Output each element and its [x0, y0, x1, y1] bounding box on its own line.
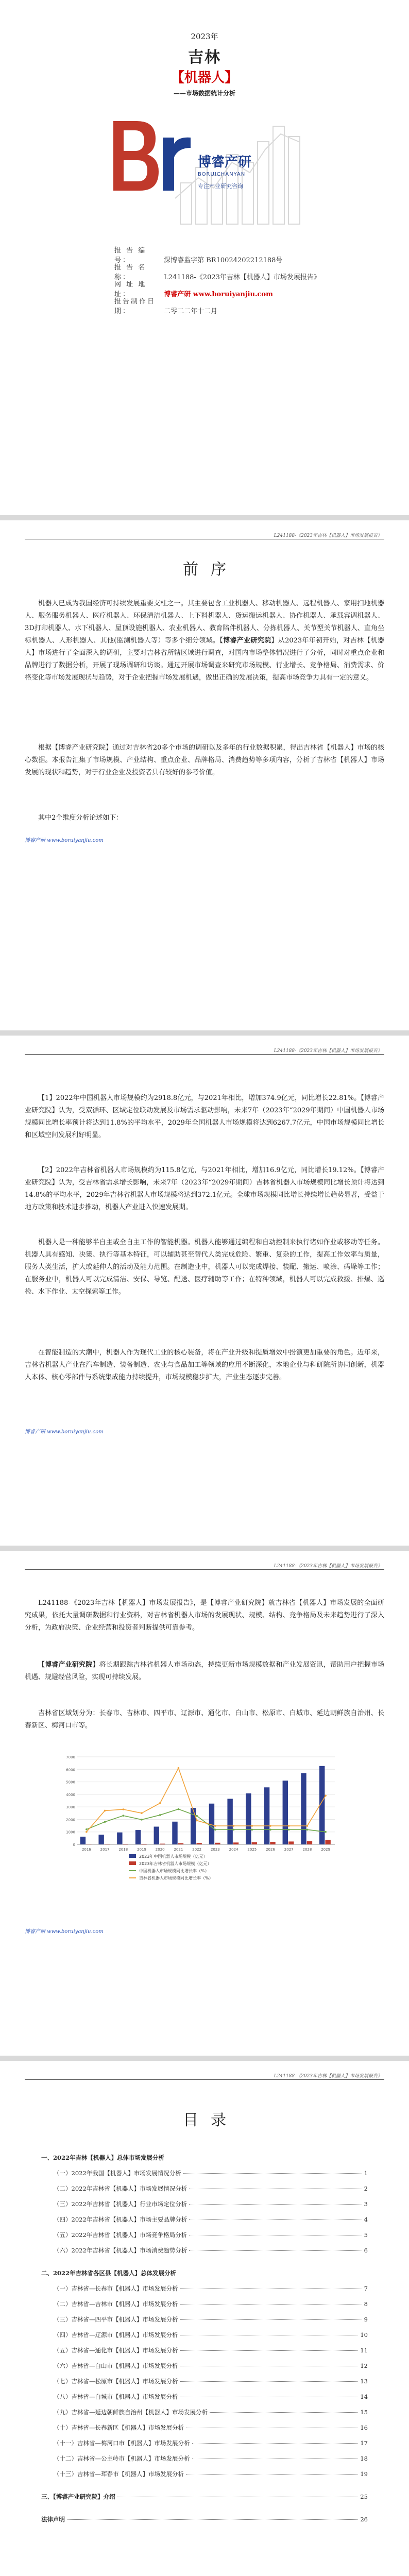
logo-pinyin: BORUICHANYAN: [198, 172, 246, 177]
page3-paragraph-1: L241188-《2023年吉林【机器人】市场发展报告》，是【博睿产业研究院】就吉林省【机器人】市场发展的全面研究成果，依托大量调研数据和行业资料，对吉林省机器人市场的发展现状、规模、结构、竞争格局及未来趋势进行了深入分析，为政府决策、企业经营和投资者判断提供可靠参考。: [25, 1599, 384, 1632]
y-tick-label: 2000: [66, 1818, 75, 1822]
growth-point: [196, 1815, 198, 1817]
preface-title: 前序: [183, 561, 238, 579]
growth-point: [325, 1794, 327, 1797]
toc-entry[interactable]: [54, 2362, 368, 2370]
toc-entry-text: （二）2022年吉林省【机器人】市场发展情况分析: [54, 2185, 188, 2192]
toc-entry-text: （十三）吉林省—珲春市【机器人】市场发展分析: [54, 2470, 184, 2478]
toc-entry[interactable]: [54, 2346, 368, 2354]
website-link[interactable]: 博睿产研 www.boruiyanjiu.com: [164, 291, 273, 298]
toc-entry-page: 19: [360, 2470, 368, 2478]
toc-entry[interactable]: [54, 2169, 368, 2177]
page-separator: [0, 515, 409, 520]
legend-swatch: [129, 1861, 136, 1865]
x-tick-label: 2029: [321, 1848, 331, 1852]
y-tick-label: 5000: [66, 1780, 75, 1785]
page-brand-footer[interactable]: 博睿产研 www.boruiyanjiu.com: [25, 1429, 104, 1435]
bar-china: [227, 1799, 232, 1844]
toc-entry-text: 法律声明: [41, 2516, 65, 2523]
toc-entry[interactable]: [54, 2439, 368, 2447]
field-value: 深博睿监字第 BR10024202212188号: [164, 257, 283, 264]
toc-leader-dots: [210, 2412, 358, 2413]
toc-entry-page: 8: [364, 2300, 368, 2308]
toc-entry[interactable]: [41, 2493, 368, 2501]
toc-leader-dots: [183, 2173, 362, 2174]
toc-entry-page: 17: [360, 2439, 368, 2447]
x-tick-label: 2026: [266, 1848, 275, 1852]
x-tick-label: 2017: [100, 1848, 110, 1852]
growth-point: [306, 1825, 309, 1827]
growth-point: [122, 1815, 124, 1817]
toc-entry[interactable]: [54, 2377, 368, 2385]
toc-entry[interactable]: [54, 2424, 368, 2432]
toc-entry-text: （八）吉林省—白城市【机器人】市场发展分析: [54, 2393, 178, 2400]
growth-point: [288, 1829, 290, 1831]
header-rule: [25, 1569, 384, 1570]
body-paragraph-1: 【1】2022年中国机器人市场规模约为2918.8亿元，与2021年相比，增加374.9亿元，同比增长22.81%。【博睿产业研究院】认为，受双循环、区域定位联动发展及市场需求驱动影响，未来7年（2023年“2029年期间）中国机器人市场规模同比增长率预计将达到11.8%的平均水平，2029年全国机器人市场规模将达到6267.7亿元，中国市场规模同比增长和区域空间发展利好明显。: [25, 1094, 384, 1139]
growth-point: [159, 1802, 161, 1804]
growth-point: [233, 1829, 235, 1831]
field-label: 报告制作日期：: [114, 298, 156, 315]
toc-entry[interactable]: [54, 2246, 368, 2255]
bar-jilin: [252, 1842, 257, 1844]
preface-page: [0, 520, 409, 1030]
toc-entry-text: （六）2022年吉林省【机器人】市场消费趋势分析: [54, 2247, 188, 2254]
toc-leader-dots: [180, 2319, 362, 2320]
page-header: L241188-《2023年吉林【机器人】市场发展报告》: [274, 1564, 382, 1569]
toc-leader-dots: [67, 2519, 358, 2520]
bar-jilin: [233, 1842, 238, 1844]
page-separator: [0, 1546, 409, 1551]
toc-entry-page: 9: [364, 2316, 368, 2323]
x-tick-label: 2027: [284, 1848, 294, 1852]
growth-point: [159, 1814, 161, 1816]
toc-leader-dots: [180, 2350, 359, 2351]
cover-logo-graphic: [103, 106, 306, 229]
toc-entry-page: 25: [360, 2493, 368, 2500]
toc-entry[interactable]: [41, 2269, 368, 2277]
growth-point: [306, 1829, 309, 1831]
bar-jilin: [325, 1840, 330, 1844]
growth-point: [214, 1825, 216, 1827]
toc-entry-text: 二、2022年吉林省各区县【机器人】总体发展分析: [41, 2269, 177, 2277]
legend-label: 中国机器人市场规模同比增长率（%）: [139, 1869, 209, 1873]
toc-leader-dots: [189, 2250, 362, 2251]
bar-jilin: [215, 1843, 220, 1844]
toc-entry-text: （一）2022年我国【机器人】市场发展情况分析: [54, 2170, 181, 2177]
toc-entry-page: 15: [360, 2409, 368, 2416]
page3-paragraph-2: 【博睿产业研究院】将长期跟踪吉林省机器人市场动态，持续更新市场规模数据和产业发展资讯，帮助用户把握市场机遇、规避经营风险，实现可持续发展。: [25, 1661, 384, 1681]
toc-entry-page: 16: [360, 2424, 368, 2431]
field-value: L241188-《2023年吉林【机器人】市场发展报告》: [164, 274, 320, 281]
preface-paragraph-2: 根据【博睿产业研究院】通过对吉林省20多个市场的调研以及多年的行业数据积累，得出吉林省【机器人】市场的核心数据。本报告汇集了市场规模、产业结构、重点企业、品牌格局、消费趋势等多项内容，分析了吉林省【机器人】市场发展的现状和趋势，对于行业企业及投资者具有较好的参考价值。: [25, 744, 384, 776]
growth-point: [288, 1825, 290, 1827]
legend-label: 2023年中国机器人市场规模（亿元）: [139, 1854, 208, 1859]
growth-point: [178, 1808, 180, 1810]
field-value: 二零二二年十二月: [164, 308, 218, 315]
page-brand-footer[interactable]: 博睿产研 www.boruiyanjiu.com: [25, 1929, 104, 1935]
page-header: L241188-《2023年吉林【机器人】市场发展报告》: [274, 2074, 382, 2079]
growth-point: [178, 1767, 180, 1769]
growth-line-china: [87, 1809, 326, 1832]
toc-entry[interactable]: [54, 2284, 368, 2293]
growth-point: [104, 1821, 106, 1823]
body-paragraph-2: 【2】2022年吉林省机器人市场规模约为115.8亿元，与2021年相比，增加16.9亿元，同比增长19.12%。【博睿产业研究院】认为，受吉林省需求增长影响，未来7年（2023年“2029年期间）吉林省机器人市场规模同比增长预计将达到14.8%的平均水平，2029年吉林省机器人市场规模将达到372.1亿元。全球市场规模同比增长持续增长趋势显著，受益于地方政策和技术进步推动，机器人产业进入快速发展期。: [25, 1166, 384, 1211]
cover-field-date: [114, 296, 217, 315]
cover-province: 吉林: [188, 48, 221, 66]
toc-title: 目录: [183, 2111, 238, 2129]
bar-china: [191, 1808, 196, 1844]
toc-entry-page: 26: [360, 2516, 368, 2523]
x-tick-label: 2016: [81, 1848, 91, 1852]
body-page: [0, 1036, 409, 1546]
preface-paragraph-3: 其中2个维度分析论述如下：: [38, 814, 123, 822]
y-tick-label: 7000: [66, 1755, 75, 1759]
x-tick-label: 2021: [174, 1848, 183, 1852]
bar-jilin: [288, 1841, 294, 1844]
toc-entry-page: 1: [364, 2170, 368, 2177]
toc-entry[interactable]: [54, 2393, 368, 2401]
y-tick-label: 0: [73, 1843, 75, 1847]
growth-point: [86, 1831, 88, 1833]
legend-swatch: [129, 1854, 136, 1858]
page3-paragraph-3: 吉林省区域划分为：长春市、吉林市、四平市、辽源市、通化市、白山市、松原市、白城市、延边朝鲜族自治州、长春新区、梅河口市等。: [25, 1709, 384, 1730]
toc-entry-text: （五）2022年吉林省【机器人】市场竞争格局分析: [54, 2231, 188, 2239]
toc-entry[interactable]: [41, 2154, 368, 2162]
bar-china: [264, 1787, 269, 1844]
growth-point: [233, 1825, 235, 1827]
growth-point: [86, 1828, 88, 1831]
toc-entry-page: 11: [360, 2347, 368, 2354]
body-paragraph-3: 机器人是一种能够半自主或全自主工作的智能机器。机器人能够通过编程和自动控制来执行诸如作业或移动等任务。机器人具有感知、决策、执行等基本特征，可以辅助甚至替代人类完成危险、繁重、复杂的工作，提高工作效率与质量，服务人类生活，扩大或延伸人的活动及能力范围。在制造业中，机器人可以完成焊接、装配、搬运、喷涂、码垛等工作；在服务业中，机器人可以完成清洁、安保、导览、配送、医疗辅助等工作；在特种领域，机器人可以完成救援、排爆、巡检、水下作业、太空探索等工作。: [25, 1239, 384, 1296]
bar-china: [154, 1827, 159, 1844]
y-tick-label: 1000: [66, 1830, 75, 1835]
toc-leader-dots: [192, 2443, 359, 2444]
legend-label: 吉林省机器人市场规模同比增长率（%）: [139, 1876, 213, 1880]
market-size-chart: [57, 1752, 352, 1901]
chart-page: [0, 1551, 409, 2056]
growth-point: [251, 1825, 253, 1827]
field-label: 报 告 编 号：: [114, 247, 147, 264]
toc-entry-page: 6: [364, 2247, 368, 2254]
toc-page: [0, 2061, 409, 2576]
bar-jilin: [178, 1843, 183, 1844]
growth-point: [214, 1829, 216, 1831]
x-tick-label: 2018: [118, 1848, 128, 1852]
field-label: 网 址 地 址：: [114, 281, 147, 298]
page-header: L241188-《2023年吉林【机器人】市场发展报告》: [274, 1048, 382, 1054]
toc-entry-page: 12: [360, 2362, 368, 2369]
page-header: L241188-《2023年吉林【机器人】市场发展报告》: [274, 533, 382, 538]
bar-jilin: [196, 1843, 201, 1844]
x-tick-label: 2025: [247, 1848, 257, 1852]
growth-point: [196, 1820, 198, 1822]
toc-entry[interactable]: [54, 2231, 368, 2239]
toc-entry-page: 7: [364, 2285, 368, 2292]
toc-entry[interactable]: [54, 2215, 368, 2224]
x-tick-label: 2019: [137, 1848, 146, 1852]
bar-china: [135, 1830, 141, 1844]
body-paragraph-4: 在智能制造的大潮中，机器人作为现代工业的核心装备，将在产业升级和提质增效中扮演更加重要的角色。近年来，吉林省机器人产业在汽车制造、装备制造、农业与食品加工等领域的应用不断深化，本地企业与科研院所协同创新，机器人本体、核心零部件与系统集成能力持续提升，市场规模稳步扩大，产业生态逐步完善。: [25, 1349, 384, 1381]
toc-leader-dots: [180, 2381, 359, 2382]
toc-entry-text: 三、【博睿产业研究院】介绍: [41, 2493, 115, 2500]
bar-china: [246, 1793, 251, 1844]
toc-entry-text: （六）吉林省—白山市【机器人】市场发展分析: [54, 2362, 178, 2369]
bar-china: [80, 1837, 86, 1844]
toc-entry[interactable]: [41, 2515, 368, 2523]
x-tick-label: 2028: [302, 1848, 312, 1852]
toc-entry[interactable]: [54, 2331, 368, 2339]
toc-entry-page: 5: [364, 2231, 368, 2239]
cover-topic: 【机器人】: [171, 70, 238, 86]
x-tick-label: 2022: [192, 1848, 202, 1852]
toc-entry-text: （一）吉林省—长春市【机器人】市场发展分析: [54, 2285, 178, 2292]
page-separator: [0, 1030, 409, 1036]
toc-entry-page: 18: [360, 2455, 368, 2462]
bar-china: [117, 1833, 122, 1844]
toc-entry-text: 一、2022年吉林【机器人】总体市场发展分析: [41, 2154, 165, 2161]
field-label: 报 告 名 称：: [114, 264, 147, 281]
toc-entry-page: 13: [360, 2378, 368, 2385]
legend-label: 2023年吉林省机器人市场规模（亿元）: [139, 1861, 212, 1866]
growth-point: [141, 1812, 143, 1814]
growth-point: [104, 1810, 106, 1812]
toc-leader-dots: [189, 2219, 362, 2220]
x-tick-label: 2023: [210, 1848, 220, 1852]
toc-entry-text: （七）吉林省—松原市【机器人】市场发展分析: [54, 2378, 178, 2385]
growth-point: [269, 1825, 271, 1827]
toc-entry-text: （十）吉林省—长春新区【机器人】市场发展分析: [54, 2424, 184, 2431]
toc-entry-text: （九）吉林省—延边朝鲜族自治州【机器人】市场发展分析: [54, 2409, 208, 2416]
toc-entry-text: （三）吉林省—四平市【机器人】市场发展分析: [54, 2316, 178, 2323]
growth-point: [251, 1829, 253, 1831]
bar-china: [98, 1835, 104, 1844]
growth-point: [122, 1808, 124, 1810]
toc-entry[interactable]: [54, 2184, 368, 2193]
toc-leader-dots: [189, 2204, 362, 2205]
cover-page: [0, 0, 409, 515]
toc-entry-page: 10: [360, 2331, 368, 2338]
logo-mark: [113, 121, 191, 191]
toc-entry-text: （四）吉林省—辽源市【机器人】市场发展分析: [54, 2331, 178, 2338]
cover-subtitle: ——市场数据统计分析: [173, 90, 235, 97]
toc-entry[interactable]: [54, 2454, 368, 2463]
toc-entry[interactable]: [54, 2408, 368, 2416]
logo-brand: 博睿产研: [198, 155, 252, 170]
cover-year: 2023年: [191, 32, 218, 41]
toc-entry[interactable]: [54, 2470, 368, 2478]
bar-china: [283, 1781, 288, 1844]
toc-entry[interactable]: [54, 2200, 368, 2208]
toc-entry-page: 3: [364, 2200, 368, 2208]
toc-entry-text: （二）吉林省—吉林市【机器人】市场发展分析: [54, 2300, 178, 2308]
toc-entry[interactable]: [54, 2300, 368, 2308]
logo-tagline: 专注产业研究咨询: [198, 183, 243, 190]
toc-entry-page: 14: [360, 2393, 368, 2400]
bar-china: [301, 1773, 306, 1844]
toc-entry-text: （四）2022年吉林省【机器人】市场主要品牌分析: [54, 2216, 188, 2223]
toc-entry-text: （五）吉林省—通化市【机器人】市场发展分析: [54, 2347, 178, 2354]
page-brand-footer[interactable]: 博睿产研 www.boruiyanjiu.com: [25, 838, 104, 843]
toc-entry-page: 2: [364, 2185, 368, 2192]
growth-point: [325, 1831, 327, 1833]
page-separator: [0, 2056, 409, 2061]
x-tick-label: 2024: [229, 1848, 238, 1852]
toc-entry-text: （十二）吉林省—公主岭市【机器人】市场发展分析: [54, 2455, 190, 2462]
toc-entry[interactable]: [54, 2315, 368, 2324]
bar-jilin: [307, 1841, 312, 1844]
y-tick-label: 4000: [66, 1792, 75, 1797]
y-tick-label: 6000: [66, 1768, 75, 1772]
toc-leader-dots: [186, 2474, 358, 2475]
y-tick-label: 3000: [66, 1805, 75, 1810]
header-rule: [25, 2079, 384, 2080]
growth-point: [141, 1819, 143, 1821]
bar-china: [172, 1822, 177, 1844]
growth-point: [269, 1829, 271, 1831]
toc-entry-text: （十一）吉林省—梅河口市【机器人】市场发展分析: [54, 2439, 190, 2447]
header-rule: [25, 1054, 384, 1055]
toc-entry-text: （三）2022年吉林省【机器人】行业市场定位分析: [54, 2200, 188, 2208]
toc-entry-page: 4: [364, 2216, 368, 2223]
x-tick-label: 2020: [155, 1848, 165, 1852]
preface-paragraph-1: 机器人已成为我国经济可持续发展重要支柱之一。其主要包含工业机器人、移动机器人、远程机器人、家用扫地机器人、服务服务机器人、医疗机器人、环保清洁机器人、上下料机器人、货运搬运机器人、协作机器人、承载容调机器人、3D打印机器人、水下机器人、屋顶设施机器人、农业机器人、教育陪伴机器人、分拣机器人、关节型关节机器人、直角坐标机器人、人形机器人、其他(监测机器人等）等多个细分领域。【博睿产业研究院】从2023年年初开始，对吉林【机器人】市场进行了全面深入的调研，主要对吉林省所辖区域进行调查，对国内市场整体情况进行了分析，同时对重点企业和品牌进行了数据分析，开展了现场调研和访谈。通过开展市场调查来研究市场规模、行业增长、竞争格局、消费需求、价格变化等市场发展现状与趋势，对于企业把握市场发展机遇，做出正确的发展决策，提高市场竞争力具有一定的意义。: [25, 600, 384, 682]
bar-jilin: [270, 1842, 275, 1844]
